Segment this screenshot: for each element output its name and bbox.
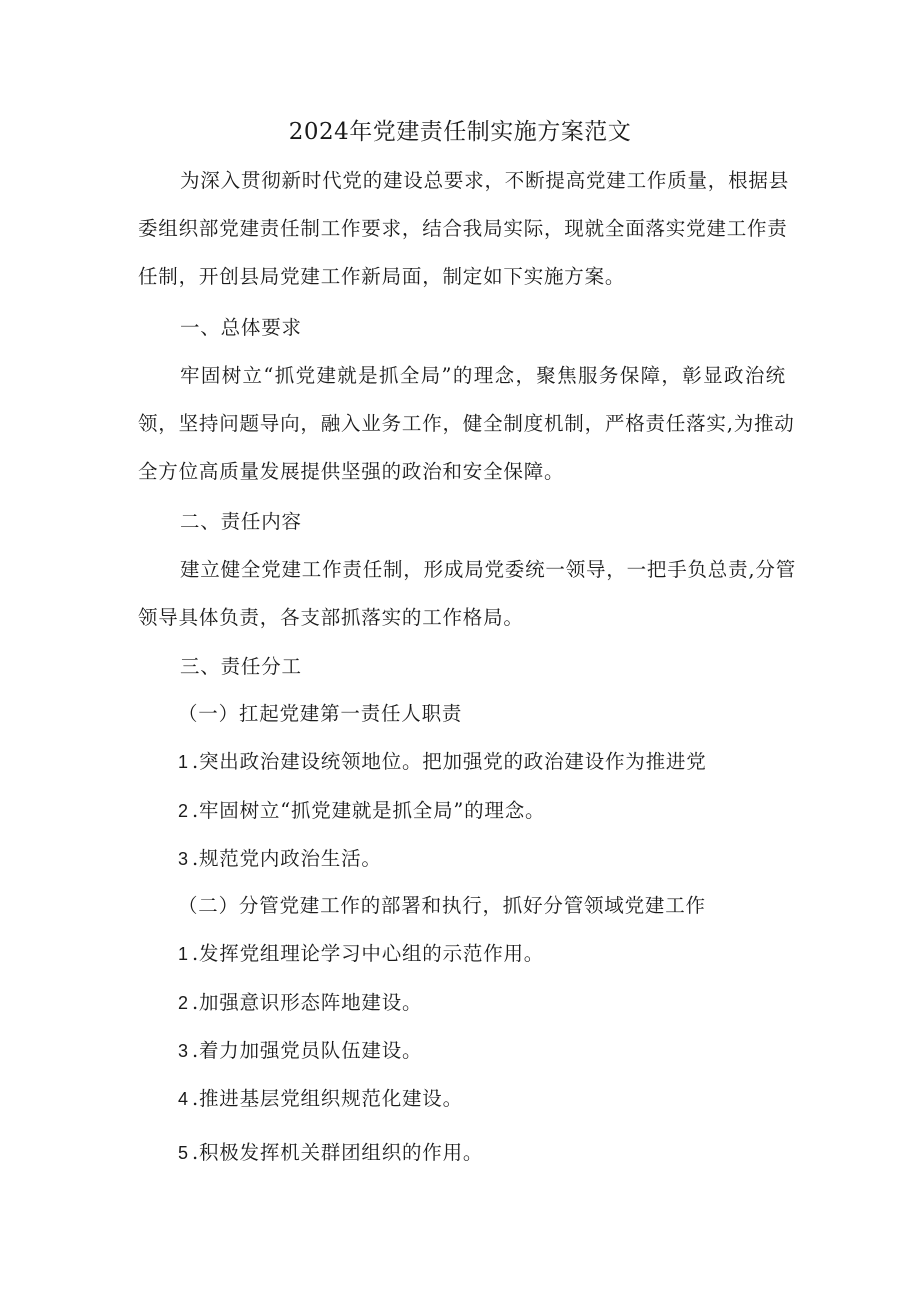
section2-line-2: 领导具体负责，各支部抓落实的工作格局。: [138, 606, 524, 629]
list-item-text: .着力加强党员队伍建设。: [192, 1039, 423, 1062]
section1-line-3: 全方位高质量发展提供坚强的政治和安全保障。: [138, 460, 565, 483]
subsection-heading-2: （二）分管党建工作的部署和执行，抓好分管领域党建工作: [178, 894, 706, 917]
section-heading-3: 三、责任分工: [180, 655, 302, 678]
document-title: 2024年党建责任制实施方案范文: [288, 119, 632, 145]
list-item-text: .积极发挥机关群团组织的作用。: [192, 1141, 484, 1164]
list-item-number: 1: [178, 944, 189, 964]
list-item-text: .突出政治建设统领地位。把加强党的政治建设作为推进党: [192, 750, 707, 773]
list-item: [178, 746, 707, 774]
list-item: [178, 843, 382, 871]
list-item: [178, 1035, 422, 1063]
section1-line-1: 牢固树立“抓党建就是抓全局”的理念，聚焦服务保障，彰显政治统: [180, 364, 786, 387]
list-item-number: 3: [178, 849, 189, 869]
list-item: [178, 938, 544, 966]
list-item: [178, 795, 545, 823]
list-item: [178, 1137, 483, 1165]
list-item-number: 5: [178, 1143, 189, 1163]
section1-line-2: 领，坚持问题导向，融入业务工作，健全制度机制，严格责任落实,为推动: [138, 412, 795, 435]
list-item-text: .推进基层党组织规范化建设。: [192, 1087, 463, 1110]
intro-line-3: 任制，开创县局党建工作新局面，制定如下实施方案。: [138, 265, 626, 288]
list-item-number: 3: [178, 1041, 189, 1061]
list-item-number: 2: [178, 993, 189, 1013]
section2-line-1: 建立健全党建工作责任制，形成局党委统一领导，一把手负总责,分管: [180, 558, 796, 581]
subsection-heading-1: （一）扛起党建第一责任人职责: [178, 702, 463, 725]
intro-line-1: 为深入贯彻新时代党的建设总要求，不断提高党建工作质量，根据县: [180, 169, 790, 192]
list-item-text: .规范党内政治生活。: [192, 847, 382, 870]
list-item: [178, 1083, 463, 1111]
section-heading-1: 一、总体要求: [180, 316, 302, 339]
list-item-text: .牢固树立“抓党建就是抓全局”的理念。: [192, 799, 546, 822]
list-item-number: 4: [178, 1089, 189, 1109]
section-heading-2: 二、责任内容: [180, 510, 302, 533]
list-item-text: .发挥党组理论学习中心组的示范作用。: [192, 942, 545, 965]
list-item-number: 2: [178, 801, 189, 821]
list-item-text: .加强意识形态阵地建设。: [192, 991, 423, 1014]
list-item-number: 1: [178, 752, 189, 772]
list-item: [178, 987, 422, 1015]
intro-line-2: 委组织部党建责任制工作要求，结合我局实际，现就全面落实党建工作责: [138, 217, 788, 240]
